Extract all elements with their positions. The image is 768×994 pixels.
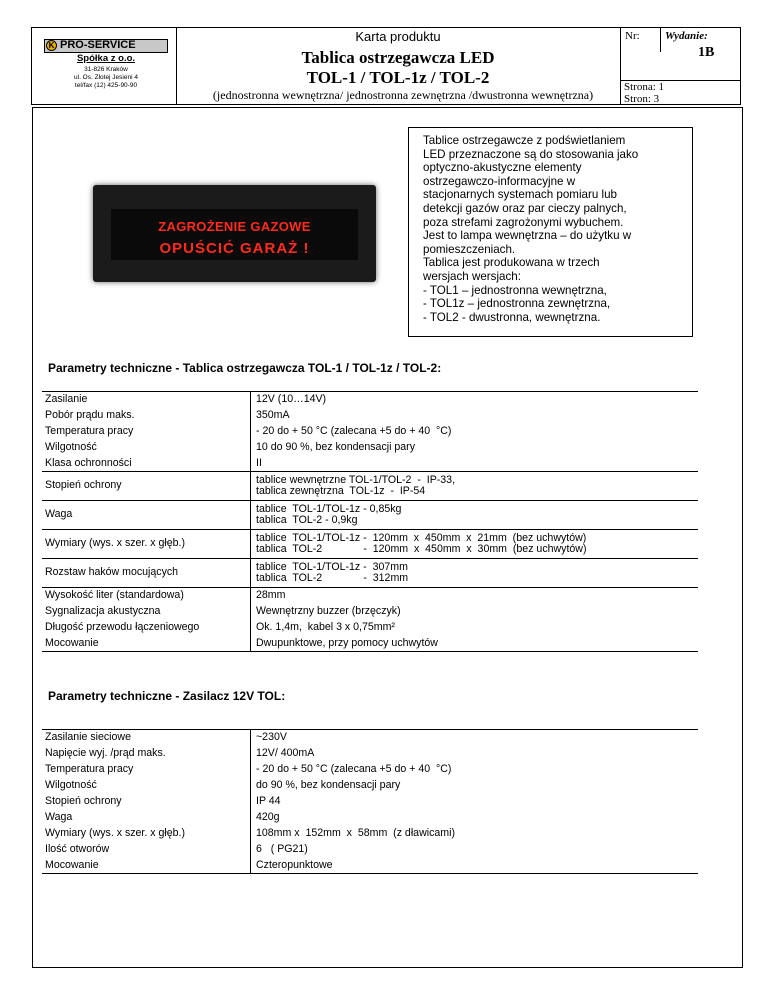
param-value: [251, 392, 699, 408]
param-value: [251, 762, 699, 778]
param-value: [251, 501, 699, 530]
param-value-line: 10 do 90 %, bez kondensacji pary: [256, 440, 416, 453]
wydanie-label: Wydanie:: [665, 30, 708, 42]
logo-company: Spółka z o.o.: [76, 53, 136, 64]
param-value-line: II: [256, 456, 262, 469]
description-line: ostrzegawczo-informacyjne w: [423, 174, 576, 188]
page-title: Tablica ostrzegawcza LED: [301, 48, 495, 67]
table-row: [42, 588, 698, 604]
description-line: Jest to lampa wewnętrzna – do użytku w: [423, 229, 632, 243]
param-name: Waga: [42, 501, 251, 530]
param-name: Wymiary (wys. x szer. x głęb.): [42, 826, 251, 842]
description-line: poza strefami zagrożonymi wybuchem.: [423, 215, 624, 229]
param-value: [251, 620, 699, 636]
logo-brand: PRO-SERVICE: [60, 39, 136, 51]
param-name: Zasilanie: [42, 392, 251, 408]
logo-address-line: 31-826 Kraków: [84, 66, 128, 73]
table-row: [42, 858, 698, 874]
param-value-line: 350mA: [256, 408, 290, 421]
param-name: Temperatura pracy: [42, 424, 251, 440]
param-name: Rozstaw haków mocujących: [42, 559, 251, 588]
page-title-models: TOL-1 / TOL-1z / TOL-2: [306, 68, 490, 87]
table-row: [42, 440, 698, 456]
param-value-line: tablice TOL-1/TOL-1z - 307mm: [256, 560, 408, 573]
param-value-line: ~230V: [256, 731, 287, 743]
param-value: [251, 778, 699, 794]
param-name: Stopień ochrony: [42, 794, 251, 810]
param-value-line: Wewnętrzny buzzer (brzęczyk): [256, 604, 401, 617]
param-value-line: Dwupunktowe, przy pomocy uchwytów: [256, 636, 438, 649]
table-row: [42, 794, 698, 810]
param-value-line: Ok. 1,4m, kabel 3 x 0,75mm²: [256, 620, 395, 633]
param-value-line: tablice TOL-1/TOL-1z - 120mm x 450mm x 21mm (bez uchwytów): [256, 531, 587, 544]
sign-line-2: OPUŚCIĆ GARAŻ !: [159, 240, 310, 257]
param-name: Mocowanie: [42, 858, 251, 874]
param-name: Ilość otworów: [42, 842, 251, 858]
param-value: [251, 826, 699, 842]
sign-params-table: [42, 391, 698, 652]
table-row: [42, 826, 698, 842]
param-value: [251, 810, 699, 826]
table-row: [42, 746, 698, 762]
param-value: [251, 604, 699, 620]
document-header: [31, 27, 741, 105]
table-row: [42, 810, 698, 826]
description-line: - TOL1 – jednostronna wewnętrzna,: [423, 283, 607, 297]
product-description: [408, 127, 693, 337]
param-value-line: Czteropunktowe: [256, 858, 333, 871]
logo-address-line: ul. Os. Złotej Jesieni 4: [74, 74, 138, 81]
param-value-line: tablica zewnętrzna TOL-1z - IP-54: [256, 485, 426, 497]
description-line: - TOL2 - dwustronna, wewnętrzna.: [423, 310, 601, 324]
param-name: Waga: [42, 810, 251, 826]
param-value-line: tablice TOL-1/TOL-1z - 0,85kg: [256, 502, 402, 515]
param-value: [251, 794, 699, 810]
param-value-line: 12V (10…14V): [256, 393, 327, 405]
param-name: Sygnalizacja akustyczna: [42, 604, 251, 620]
description-line: optyczno-akustyczne elementy: [423, 161, 582, 175]
param-name: Zasilanie sieciowe: [42, 730, 251, 746]
table-row: [42, 636, 698, 652]
param-value-line: 28mm: [256, 589, 286, 601]
param-value: [251, 636, 699, 652]
param-value: [251, 746, 699, 762]
section-title-psu: Parametry techniczne - Zasilacz 12V TOL:: [48, 689, 286, 703]
param-value-line: 420g: [256, 810, 280, 823]
page-subtitle: (jednostronna wewnętrzna/ jednostronna zewnętrzna /dwustronna wewnętrzna): [212, 88, 594, 102]
param-value: [251, 408, 699, 424]
param-value-line: tablica TOL-2 - 312mm: [256, 572, 409, 584]
logo-mark-icon: K: [46, 40, 57, 51]
table-row: [42, 620, 698, 636]
param-value-line: 108mm x 152mm x 58mm (z dławicami): [256, 826, 455, 839]
table-row: [42, 501, 698, 530]
table-row: [42, 604, 698, 620]
table-row: [42, 408, 698, 424]
param-value-line: IP 44: [256, 794, 281, 807]
param-value-line: tablice wewnętrzne TOL-1/TOL-2 - IP-33,: [256, 473, 456, 486]
param-name: Temperatura pracy: [42, 762, 251, 778]
table-row: [42, 762, 698, 778]
description-line: detekcji gazów oraz par cieczy palnych,: [423, 201, 627, 215]
param-name: Wysokość liter (standardowa): [42, 588, 251, 604]
param-value-line: 6 ( PG21): [256, 842, 308, 855]
logo-address-line: tel/fax (12) 425-90-90: [74, 82, 138, 89]
param-value: [251, 588, 699, 604]
param-value: [251, 858, 699, 874]
param-value-line: 12V/ 400mA: [256, 746, 315, 759]
description-line: wersjach wersjach:: [423, 269, 521, 283]
sign-line-1: ZAGROŻENIE GAZOWE: [158, 219, 311, 234]
param-value: [251, 559, 699, 588]
param-name: Długość przewodu łączeniowego: [42, 620, 251, 636]
table-row: [42, 456, 698, 472]
description-line: pomieszczeniach.: [423, 242, 516, 256]
wydanie-value: 1B: [698, 45, 715, 60]
param-value-line: do 90 %, bez kondensacji pary: [256, 778, 401, 791]
table-row: [42, 842, 698, 858]
param-value: [251, 472, 699, 501]
param-value: [251, 530, 699, 559]
param-value: [251, 730, 699, 746]
page-number: Strona: 1: [624, 81, 665, 93]
doc-type: Karta produktu: [355, 29, 441, 44]
param-value-line: - 20 do + 50 °C (zalecana +5 do + 40 °C): [256, 424, 452, 437]
table-row: [42, 559, 698, 588]
description-line: Tablice ostrzegawcze z podświetlaniem: [423, 134, 626, 147]
param-value: [251, 440, 699, 456]
param-name: Klasa ochronności: [42, 456, 251, 472]
param-name: Mocowanie: [42, 636, 251, 652]
led-sign-image: [93, 185, 376, 282]
param-name: Wilgotność: [42, 778, 251, 794]
param-value-line: tablica TOL-2 - 120mm x 450mm x 30mm (bez uchwytów): [256, 543, 587, 555]
table-row: [42, 424, 698, 440]
param-name: Wymiary (wys. x szer. x głęb.): [42, 530, 251, 559]
table-row: [42, 778, 698, 794]
table-row: [42, 392, 698, 408]
description-line: LED przeznaczone są do stosowania jako: [423, 147, 639, 161]
param-value-line: - 20 do + 50 °C (zalecana +5 do + 40 °C): [256, 762, 452, 775]
param-value: [251, 842, 699, 858]
description-line: - TOL1z – jednostronna zewnętrzna,: [423, 297, 611, 311]
psu-params-table: [42, 729, 698, 874]
company-logo: [44, 39, 168, 89]
description-line: Tablica jest produkowana w trzech: [423, 256, 600, 270]
param-value: [251, 424, 699, 440]
param-name: Stopień ochrony: [42, 472, 251, 501]
table-row: [42, 730, 698, 746]
param-value-line: tablica TOL-2 - 0,9kg: [256, 514, 358, 526]
section-title-sign: Parametry techniczne - Tablica ostrzegawcza TOL-1 / TOL-1z / TOL-2:: [48, 361, 442, 375]
nr-label: Nr:: [625, 30, 640, 42]
page-count: Stron: 3: [624, 93, 660, 105]
table-row: [42, 472, 698, 501]
param-name: Napięcie wyj. /prąd maks.: [42, 746, 251, 762]
param-name: Wilgotność: [42, 440, 251, 456]
table-row: [42, 530, 698, 559]
param-name: Pobór prądu maks.: [42, 408, 251, 424]
param-value: [251, 456, 699, 472]
description-line: stacjonarnych systemach pomiaru lub: [423, 188, 617, 202]
